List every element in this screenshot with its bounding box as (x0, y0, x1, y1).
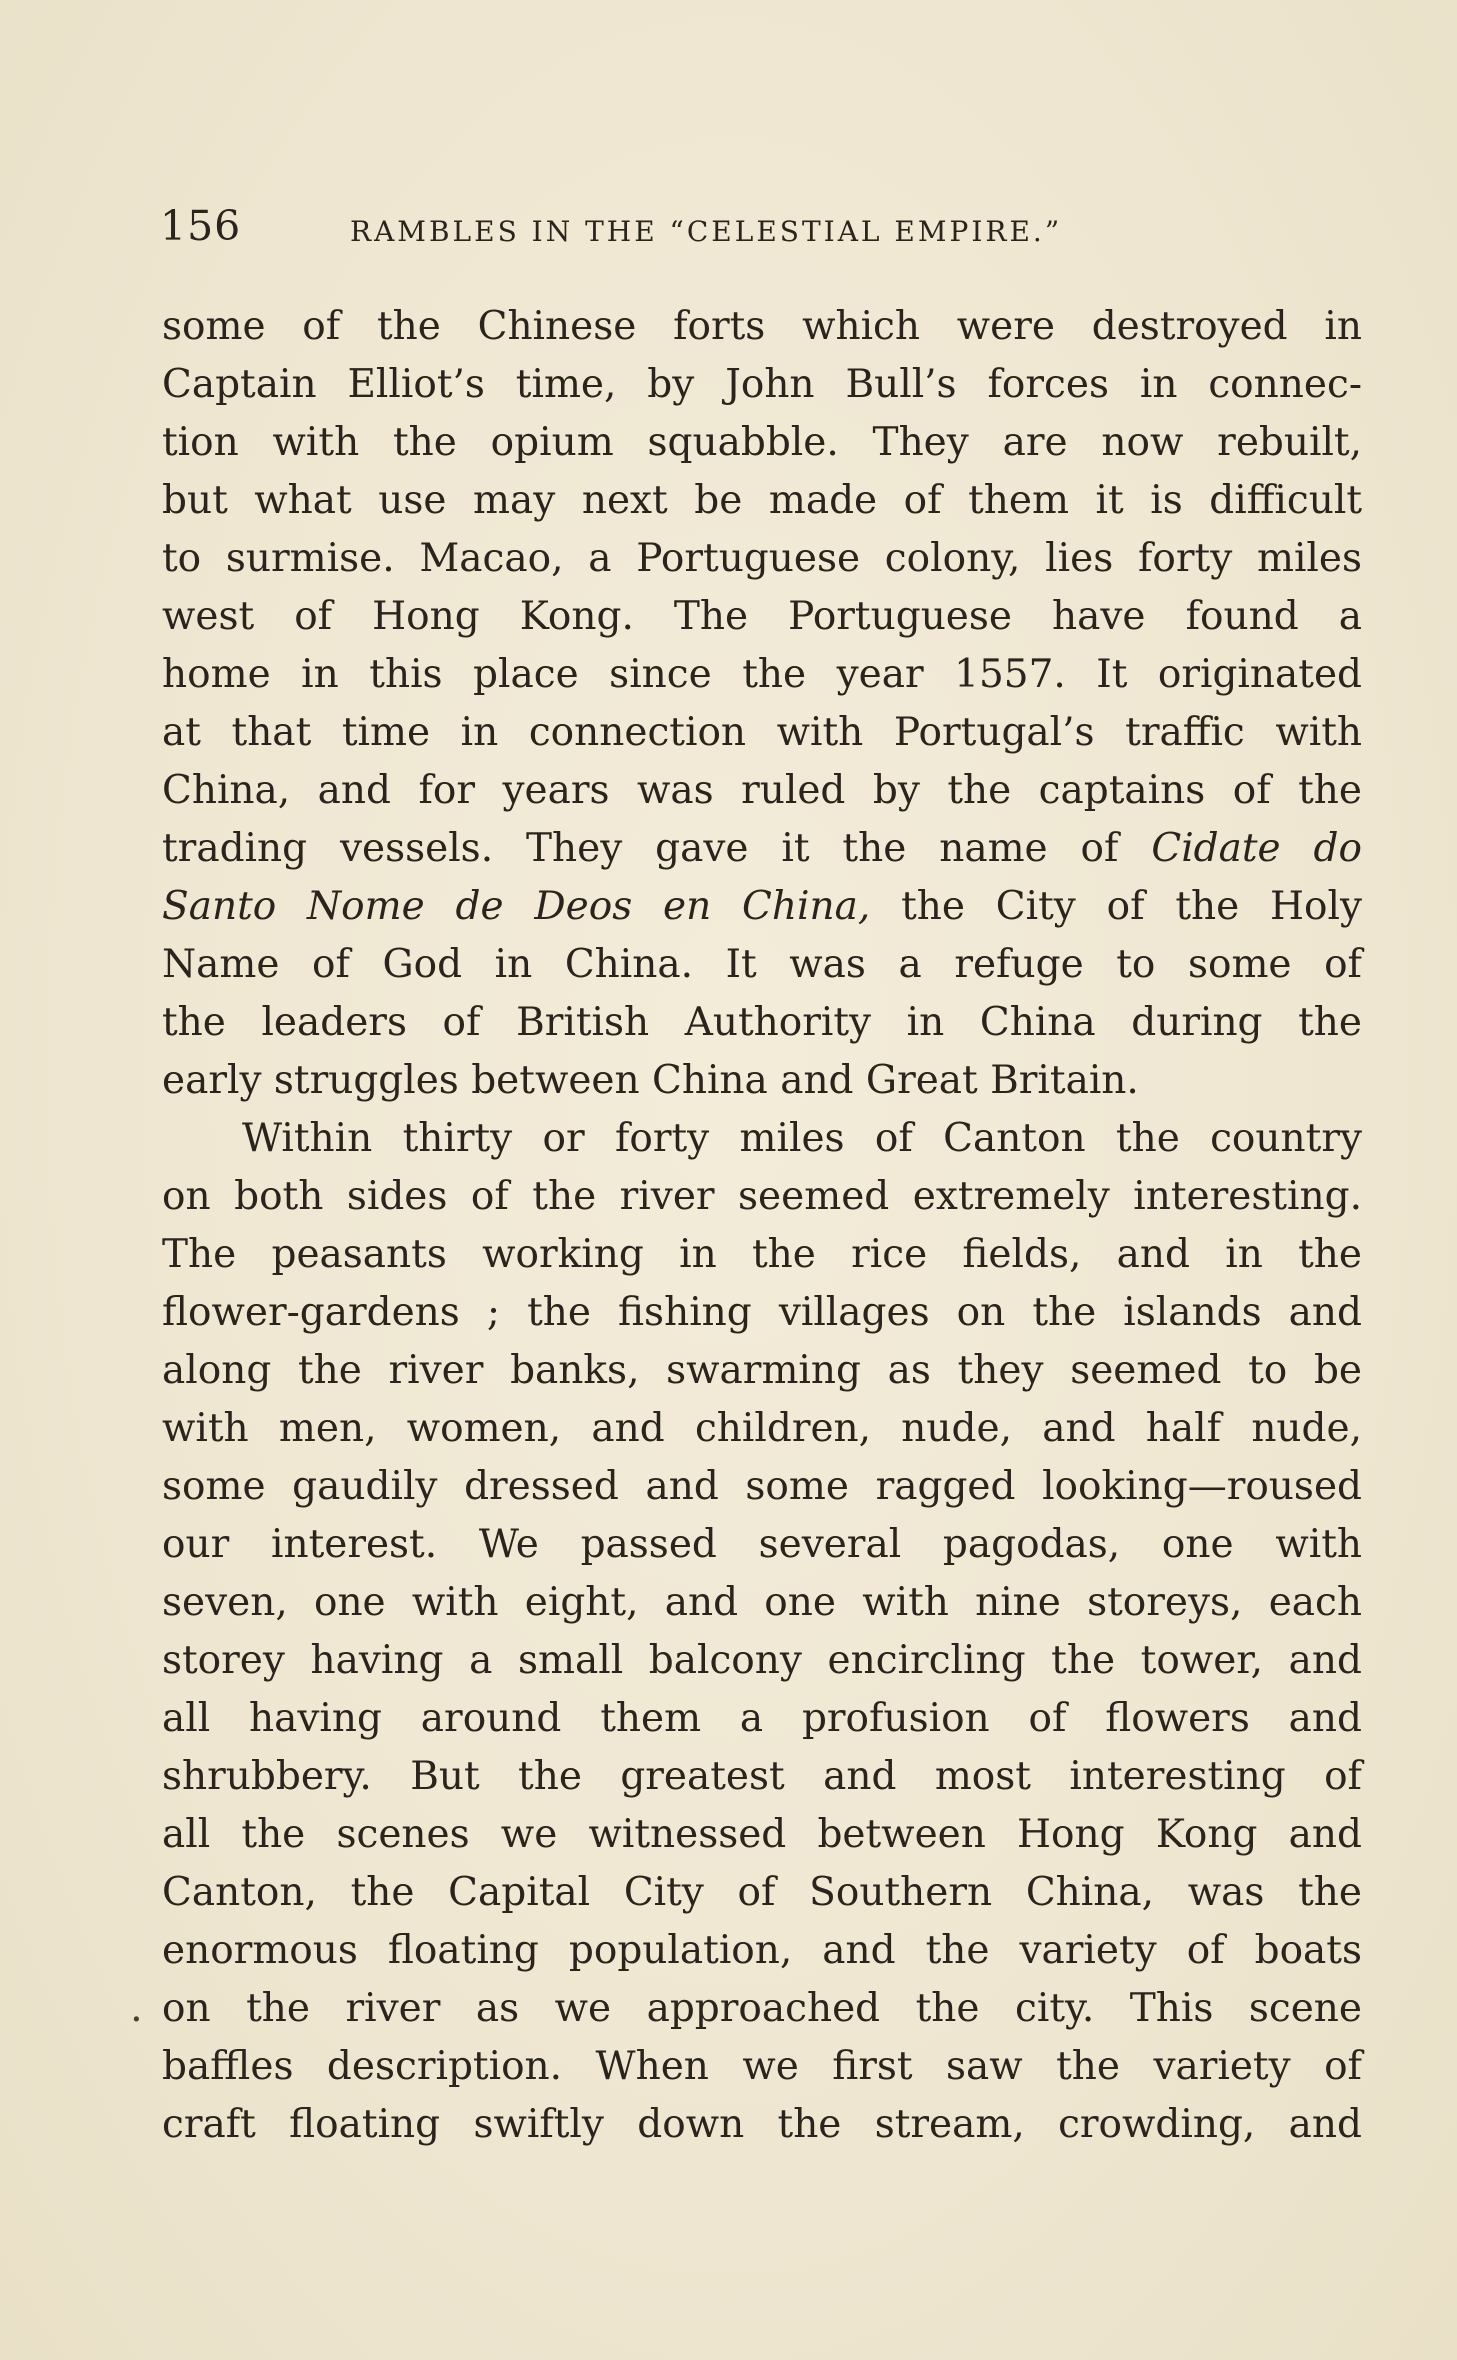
text-run: the City of the Holy (870, 884, 1362, 929)
text-line: to surmise. Macao, a Portuguese colony, lies forty miles (162, 536, 1362, 581)
text-line: enormous floating population, and the variety of boats (162, 1928, 1362, 1973)
text-line: Canton, the Capital City of Southern China, was the (162, 1870, 1362, 1915)
text-line: China, and for years was ruled by the captains of the (162, 768, 1362, 813)
page-header (160, 196, 1370, 256)
text-line: Within thirty or forty miles of Canton the country (242, 1116, 1362, 1161)
text-line: on the river as we approached the city. This scene (162, 1986, 1362, 2031)
text-line: craft floating swiftly down the stream, crowding, and (162, 2102, 1362, 2147)
text-line: baffles description. When we first saw the variety of (162, 2044, 1362, 2089)
text-line-mixed (162, 878, 1362, 936)
text-line: shrubbery. But the greatest and most interesting of (162, 1754, 1362, 1799)
text-line-mixed (162, 820, 1362, 878)
text-line: flower-gardens ; the fishing villages on the islands and (162, 1290, 1362, 1335)
text-line: some gaudily dressed and some ragged looking—roused (162, 1464, 1362, 1509)
body-text (162, 298, 1362, 2154)
text-line: west of Hong Kong. The Portuguese have found a (162, 594, 1362, 639)
text-line: at that time in connection with Portugal’s traffic with (162, 710, 1362, 755)
text-line: our interest. We passed several pagodas, one with (162, 1522, 1362, 1567)
text-line: Captain Elliot’s time, by John Bull’s forces in connec- (162, 362, 1362, 407)
text-line: the leaders of British Authority in China during the (162, 1000, 1362, 1045)
page-number: 156 (160, 202, 242, 250)
italic-phrase: Santo Nome de Deos en China, (162, 884, 871, 929)
text-line: all having around them a profusion of flowers and (162, 1696, 1362, 1741)
italic-phrase: Cidate do (1151, 826, 1362, 871)
text-line: seven, one with eight, and one with nine storeys, each (162, 1580, 1362, 1625)
text-run: trading vessels. They gave it the name of (162, 826, 1152, 871)
text-line: with men, women, and children, nude, and half nude, (162, 1406, 1362, 1451)
text-line: but what use may next be made of them it is difficult (162, 478, 1362, 523)
running-head: RAMBLES IN THE “CELESTIAL EMPIRE.” (350, 215, 1063, 248)
text-line: home in this place since the year 1557. It originated (162, 652, 1362, 697)
margin-mark: . (130, 1985, 143, 2031)
text-line: tion with the opium squabble. They are now rebuilt, (162, 420, 1362, 465)
text-line: all the scenes we witnessed between Hong Kong and (162, 1812, 1362, 1857)
text-line: some of the Chinese forts which were destroyed in (162, 304, 1362, 349)
text-line: along the river banks, swarming as they seemed to be (162, 1348, 1362, 1393)
text-line: storey having a small balcony encircling the tower, and (162, 1638, 1362, 1683)
text-line: early struggles between China and Great Britain. (162, 1058, 1139, 1103)
text-line: on both sides of the river seemed extremely interesting. (162, 1174, 1362, 1219)
text-line: Name of God in China. It was a refuge to some of (162, 942, 1362, 987)
text-line: The peasants working in the rice fields, and in the (162, 1232, 1362, 1277)
